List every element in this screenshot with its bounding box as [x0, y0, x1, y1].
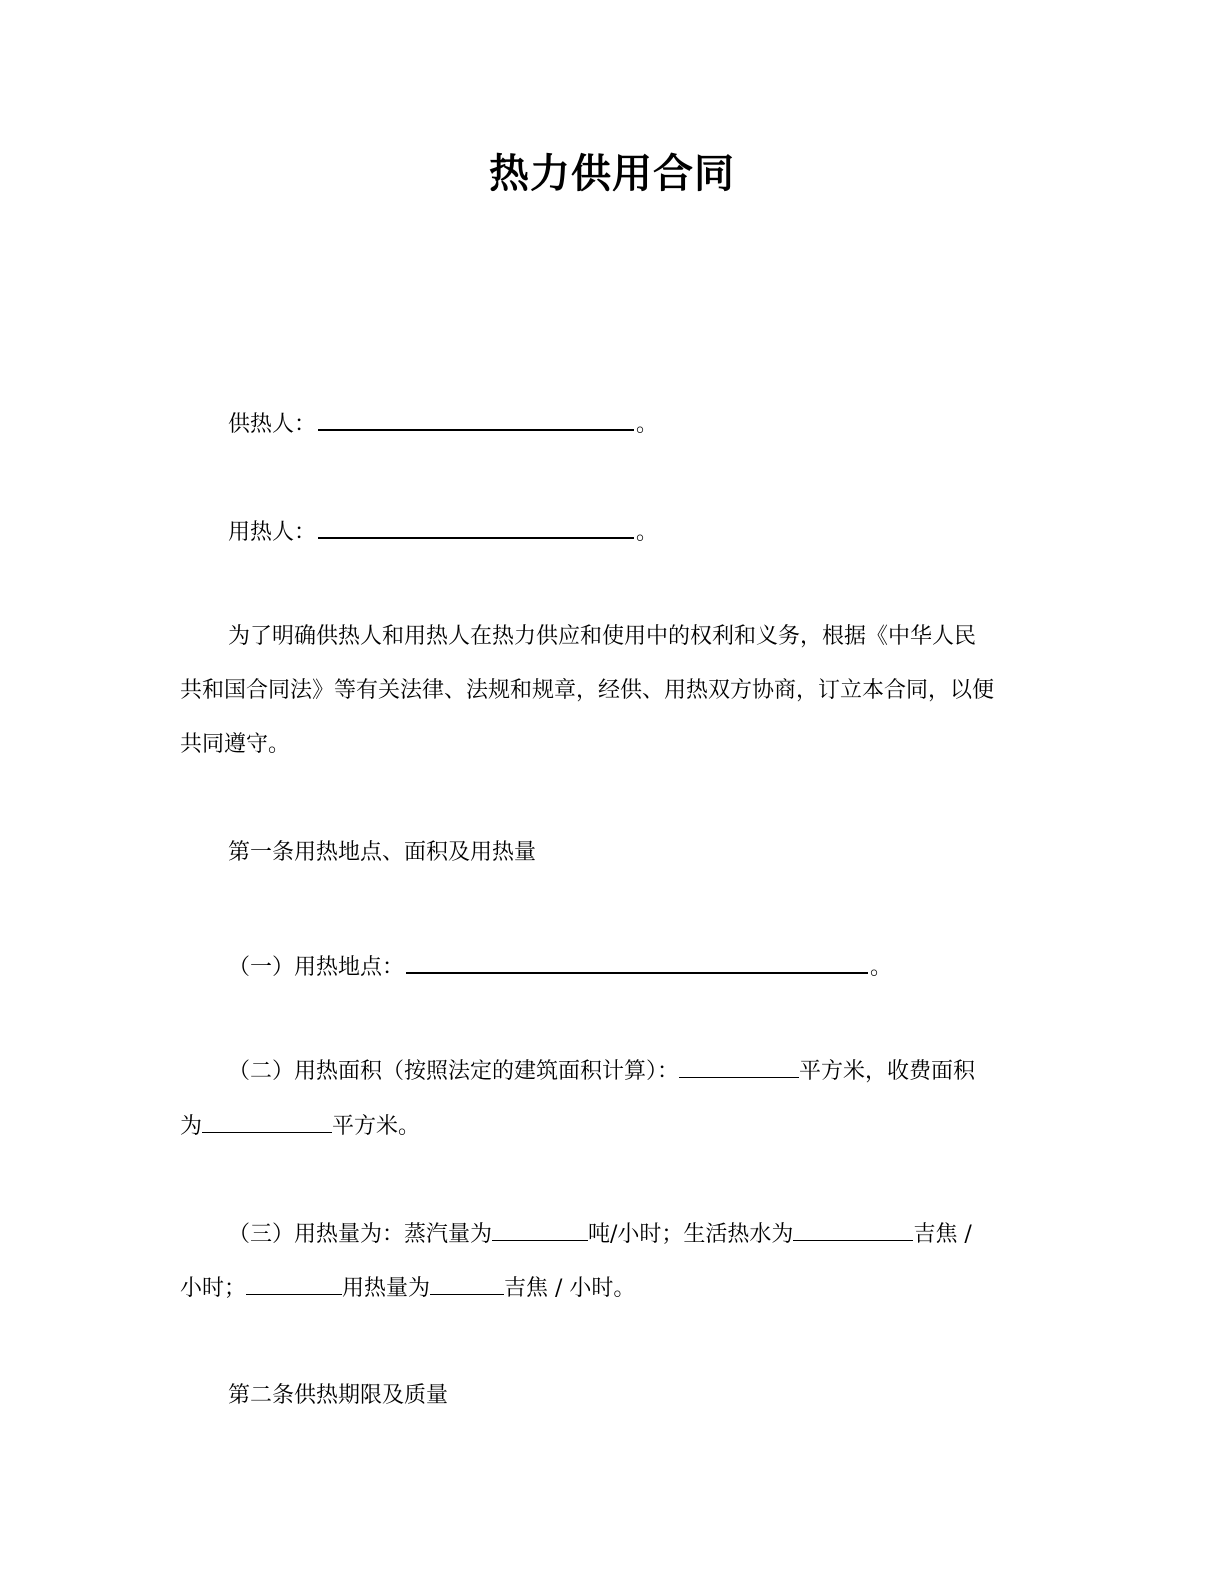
steam-amount-blank[interactable] [492, 1218, 588, 1241]
heat-amount-line-2: 小时； 用热量为 吉焦 / 小时。 [180, 1272, 635, 1304]
preamble-line-2: 共和国合同法》等有关法律、法规和规章，经供、用热双方协商，订立本合同，以便 [180, 678, 995, 703]
heat-area-line-1: （二）用热面积（按照法定的建筑面积计算）： 平方米，收费面积 [228, 1055, 975, 1087]
heat-amount-line-1: （三）用热量为：蒸汽量为 吨/小时；生活热水为 吉焦 / [228, 1218, 972, 1250]
user-blank[interactable] [318, 513, 634, 539]
heat-location-line: （一）用热地点： 。 [228, 948, 892, 983]
document-title: 热力供用合同 [489, 151, 735, 197]
supplier-line: 供热人： 。 [228, 405, 658, 440]
article-2-heading: 第二条供热期限及质量 [228, 1383, 449, 1408]
other-heat-amount-blank[interactable] [430, 1272, 504, 1295]
heat-location-blank[interactable] [406, 948, 868, 974]
user-label: 用热人： [228, 520, 317, 545]
supplier-label: 供热人： [228, 412, 317, 437]
user-line: 用热人： 。 [228, 513, 658, 548]
building-area-blank[interactable] [679, 1055, 799, 1078]
hot-water-amount-blank[interactable] [793, 1218, 913, 1241]
preamble-line-3: 共同遵守。 [180, 732, 291, 757]
billing-area-blank[interactable] [202, 1110, 332, 1133]
preamble-line-1: 为了明确供热人和用热人在热力供应和使用中的权利和义务，根据《中华人民 [228, 624, 977, 649]
supplier-blank[interactable] [318, 405, 634, 431]
article-1-heading: 第一条用热地点、面积及用热量 [228, 840, 537, 865]
other-heat-type-blank[interactable] [246, 1272, 342, 1295]
heat-area-line-2: 为 平方米。 [180, 1110, 420, 1142]
heat-location-label: （一）用热地点： [228, 955, 405, 980]
